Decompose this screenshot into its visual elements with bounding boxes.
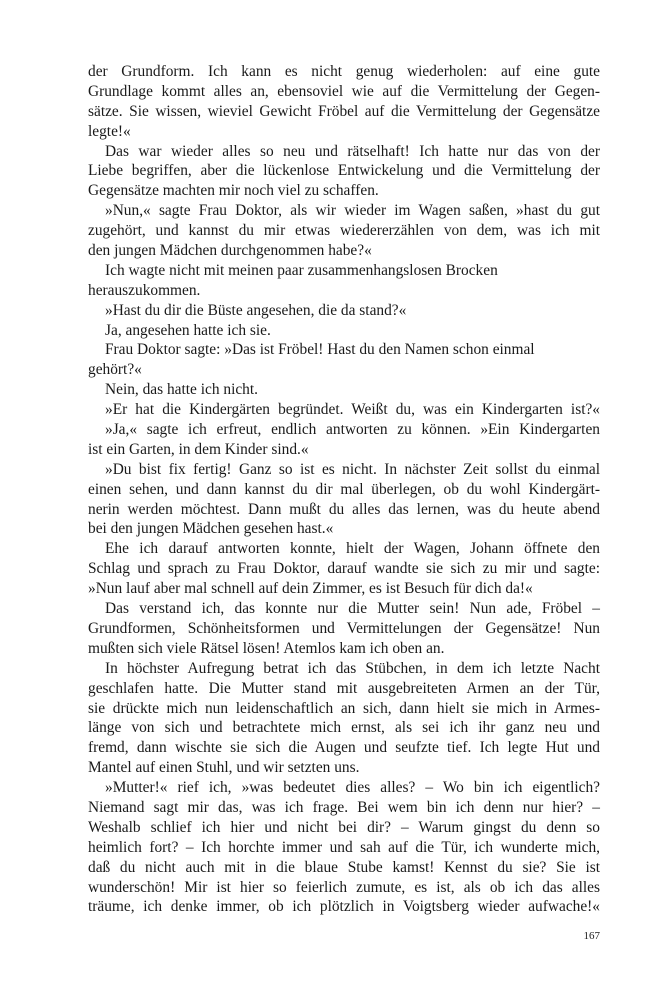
text-line: einen sehen, und dann kannst du dir mal überlegen, ob du wohl Kindergärt-: [88, 480, 600, 498]
text-line: geschlafen hatte. Die Mutter stand mit ausgebreiteten Armen an der Tür,: [88, 679, 600, 697]
text-line: länge von sich und betrachtete mich ernst, als sei ich ihr ganz neu und: [88, 719, 600, 737]
text-line: »Du bist fix fertig! Ganz so ist es nicht. In nächster Zeit sollst du einmal: [105, 460, 600, 478]
page-number: 167: [583, 930, 600, 942]
text-line: heimlich fort? – Ich horchte immer und sah auf die Tür, ich wunderte mich,: [88, 838, 600, 856]
text-line: träume, ich denke immer, ob ich plötzlich in Voigtsberg wieder aufwache!«: [88, 898, 600, 916]
text-line: gehört?«: [88, 361, 142, 379]
text-line: »Mutter!« rief ich, »was bedeutet dies alles? – Wo bin ich eigentlich?: [105, 779, 600, 797]
text-line: Grundformen, Schönheitsformen und Vermittelungen der Gegensätze! Nun: [88, 619, 600, 637]
text-line: zugehört, und kannst du mir etwas wiedererzählen von dem, was ich mit: [88, 222, 600, 240]
text-line: Frau Doktor sagte: »Das ist Fröbel! Hast du den Namen schon einmal: [105, 341, 535, 359]
text-line: sätze. Sie wissen, wieviel Gewicht Fröbel auf die Vermittelung der Gegensätze: [88, 102, 600, 120]
text-line: wunderschön! Mir ist hier so feierlich zumute, es ist, als ob ich das alles: [88, 878, 600, 896]
text-line: Weshalb schlief ich hier und nicht bei dir? – Warum gingst du denn so: [88, 818, 600, 836]
page-body: [88, 62, 600, 917]
text-line: fremd, dann wischte sie sich die Augen und seufzte tief. Ich legte Hut und: [88, 739, 600, 757]
text-line: ist ein Garten, in dem Kinder sind.«: [88, 440, 309, 458]
text-line: Das war wieder alles so neu und rätselhaft! Ich hatte nur das von der: [105, 142, 600, 160]
text-line: legte!«: [88, 122, 131, 140]
text-line: Mantel auf einen Stuhl, und wir setzten uns.: [88, 759, 360, 777]
text-line: Schlag und sprach zu Frau Doktor, darauf wandte sie sich zu mir und sagte:: [88, 560, 600, 578]
text-line: den jungen Mädchen durchgenommen habe?«: [88, 242, 372, 260]
text-line: In höchster Aufregung betrat ich das Stübchen, in dem ich letzte Nacht: [105, 659, 600, 677]
text-line: Ich wagte nicht mit meinen paar zusammenhangslosen Brocken: [105, 261, 498, 279]
text-line: Grundlage kommt alles an, ebensoviel wie auf die Vermittelung der Gegen-: [88, 82, 600, 100]
text-line: der Grundform. Ich kann es nicht genug wiederholen: auf eine gute: [88, 63, 600, 80]
text-line: sie drückte mich nun leidenschaftlich an sich, dann hielt sie mich in Armes-: [88, 699, 600, 717]
text-line: Ehe ich darauf antworten konnte, hielt der Wagen, Johann öffnete den: [105, 540, 600, 558]
text-line: »Nun,« sagte Frau Doktor, als wir wieder im Wagen saßen, »hast du gut: [105, 202, 600, 220]
text-line: Das verstand ich, das konnte nur die Mutter sein! Nun ade, Fröbel –: [105, 600, 600, 618]
text-line: bei den jungen Mädchen gesehen hast.«: [88, 520, 334, 538]
text-line: mußten sich viele Rätsel lösen! Atemlos kam ich oben an.: [88, 639, 445, 657]
text-line: herauszukommen.: [88, 281, 201, 299]
text-line: »Er hat die Kindergärten begründet. Weißt du, was ein Kindergarten ist?«: [105, 401, 600, 419]
text-line: »Ja,« sagte ich erfreut, endlich antworten zu können. »Ein Kindergarten: [105, 421, 600, 439]
text-line: nerin werden möchtest. Dann mußt du alles das lernen, was du heute abend: [88, 500, 600, 518]
text-line: Niemand sagt mir das, was ich frage. Bei wem bin ich denn nur hier? –: [88, 798, 600, 816]
text-line: »Nun lauf aber mal schnell auf dein Zimmer, es ist Besuch für dich da!«: [88, 580, 533, 598]
text-line: Gegensätze machten mir noch viel zu schaffen.: [88, 182, 379, 200]
text-line: Liebe begriffen, aber die lückenlose Entwickelung und die Vermittelung der: [88, 162, 600, 180]
text-line: »Hast du dir die Büste angesehen, die da stand?«: [105, 301, 407, 319]
text-line: Nein, das hatte ich nicht.: [105, 381, 259, 399]
text-line: daß du nicht auch mit in die blaue Stube kamst! Kennst du sie? Sie ist: [88, 858, 600, 876]
text-line: Ja, angesehen hatte ich sie.: [105, 321, 271, 339]
